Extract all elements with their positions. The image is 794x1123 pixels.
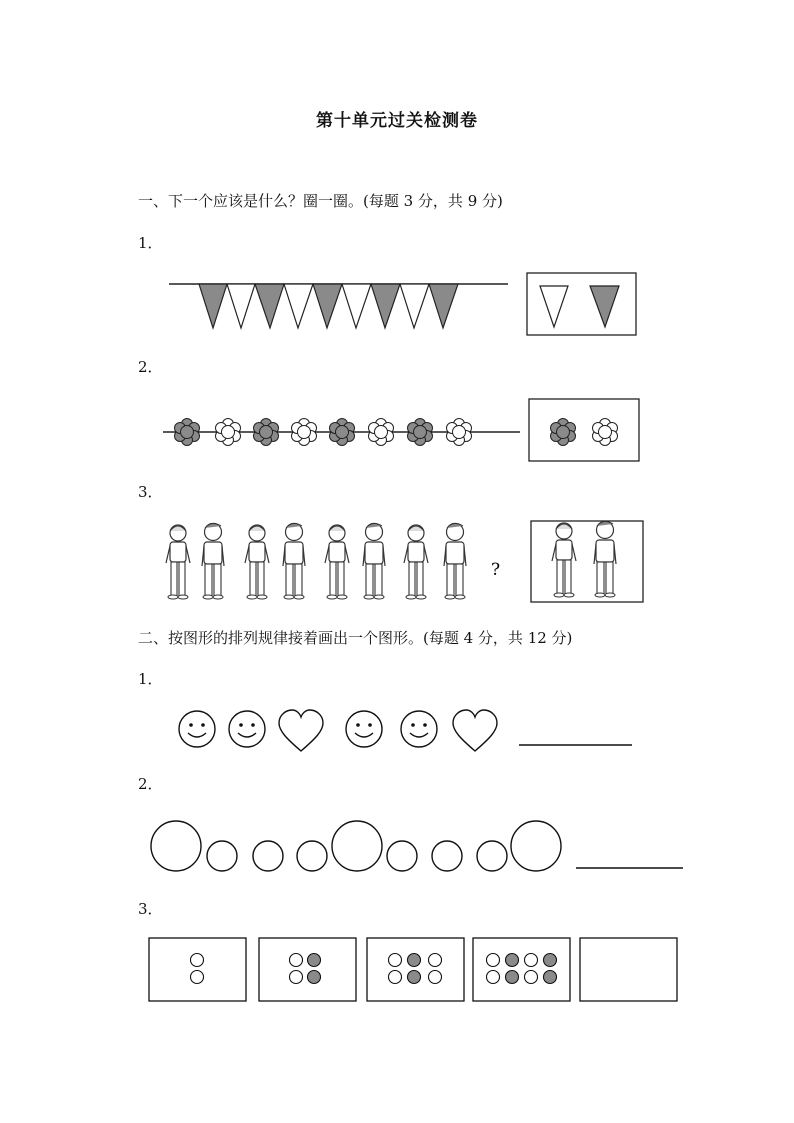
s1-q3-children-row <box>166 523 466 599</box>
s1-q1-label: 1． <box>138 234 163 252</box>
page-title: 第十单元过关检测卷 <box>316 111 478 131</box>
s1-q1-answer-box[interactable] <box>527 273 636 335</box>
s1-q2-answer-box[interactable] <box>529 399 639 461</box>
section-1-heading: 一、下一个应该是什么？圈一圈。(每题 3 分，共 9 分) <box>138 192 503 210</box>
s1-q3-answer-box[interactable] <box>531 521 643 602</box>
s2-q1-pattern-row <box>179 710 497 751</box>
answer-white-flower <box>593 419 618 446</box>
s2-q3-box-3 <box>367 938 464 1001</box>
s1-q3-question-mark: ? <box>491 560 501 580</box>
s2-q3-box-1 <box>149 938 246 1001</box>
s2-q3-box-4 <box>473 938 570 1001</box>
s1-q1-pennant-row <box>169 284 508 328</box>
s2-q3-box-2 <box>259 938 356 1001</box>
s2-q3-answer-box[interactable] <box>580 938 677 1001</box>
s2-q2-label: 2． <box>138 775 163 793</box>
s1-q3-label: 3． <box>138 483 163 501</box>
s2-q3-label: 3． <box>138 900 163 918</box>
s2-q1-label: 1． <box>138 670 163 688</box>
s2-q2-circle-row <box>151 821 561 871</box>
section-2-heading: 二、按图形的排列规律接着画出一个图形。(每题 4 分，共 12 分) <box>138 629 573 647</box>
s1-q2-flower-row <box>163 419 520 446</box>
answer-gray-flower <box>551 419 576 446</box>
s1-q2-label: 2． <box>138 358 163 376</box>
